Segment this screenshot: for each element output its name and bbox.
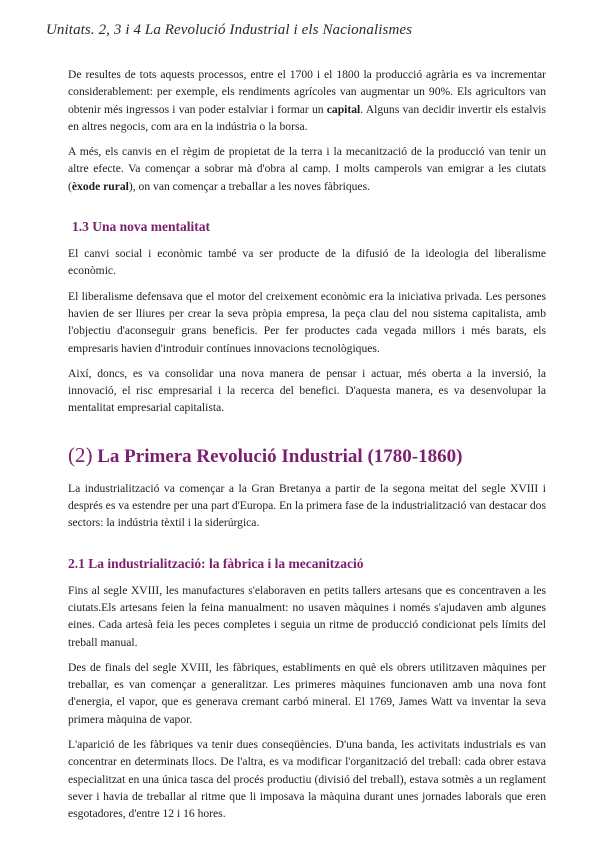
intro-p2-text-b: ), on van començar a treballar a les noves fàbriques.	[128, 179, 370, 193]
section-2-1-paragraph-2: Des de finals del segle XVIII, les fàbriques, establiments en què els obrers utilitzaven màquines per treballar, es van començar a generalitzar. Les primeres màquines funcionaven amb una nova font d'energia, el vapor, que es generava cremant carbó mineral. El 1769, James Watt va inventar la seva primera màquina de vapor.	[68, 660, 546, 726]
page-header-title: Unitats. 2, 3 i 4 La Revolució Industrial i els Nacionalismes	[46, 22, 413, 38]
section-2-paragraph-1: La industrialització va començar a la Gran Bretanya a partir de la segona meitat del segle XVIII i després es va estendre per una part d'Europa. En la primera fase de la industrialització van destacar dos sectors: la indústria tèxtil i la siderúrgica.	[68, 481, 546, 530]
intro-p2-text-a: A més, els canvis en el règim de propietat de la terra i la mecanització de la producció van tenir un altre efecte. Va començar a sobrar mà d'obra al camp. I molts camperols van emigrar a les ciutats (	[68, 145, 546, 193]
section-2-1-heading: 2.1 La industrialització: la fàbrica i la mecanització	[68, 555, 364, 571]
section-2-title: La Primera Revolució Industrial (1780-1860)	[97, 445, 463, 467]
intro-p2-bold-term: èxode rural	[71, 179, 129, 193]
section-2-1-paragraph-1: Fins al segle XVIII, les manufactures s'elaboraven en petits tallers artesans que es concentraven a les ciutats.Els artesans feien la feina manualment: no usaven màquines i només s'ajudaven amb algunes eines. Cada artesà feia les peces completes i seguia un ritme de producció condicionat pels límits del treball manual.	[68, 583, 546, 649]
section-2-1-paragraph-3: L'aparició de les fàbriques va tenir dues conseqüències. D'una banda, les activitats industrials es van concentrar en determinats llocs. De l'altra, es va modificar l'organització del treball: cada obrer estava especialitzat en una única tasca del procés productiu (divisió del treball), estava sotmès a un reglament sever i havia de treballar al ritme que li imposava la màquina durant unes jornades laborals que eren esgotadores, d'entre 12 i 16 hores.	[68, 738, 546, 821]
intro-p1-text-b: . Alguns van decidir invertir els estalvis en altres negocis, com ara en la indústria o la borsa.	[68, 102, 546, 133]
section-1-3-paragraph-3: Així, doncs, es va consolidar una nova manera de pensar i actuar, més oberta a la inversió, la innovació, el risc empresarial i la recerca del benefici. D'aquesta manera, es va desenvolupar la mentalitat empresarial capitalista.	[68, 366, 546, 415]
intro-paragraph-1	[68, 66, 546, 135]
section-2-heading	[68, 443, 546, 468]
intro-p1-text-a: De resultes de tots aquests processos, entre el 1700 i el 1800 la producció agrària es va incrementar considerablement: per exemple, els rendiments agrícoles van augmentar un 90%. Els agricultors van obtenir més ingressos i van poder estalviar i formar un	[68, 68, 546, 116]
section-1-3-heading: 1.3 Una nova mentalitat	[72, 219, 210, 235]
document-body	[68, 66, 546, 831]
intro-p1-bold-term: capital	[326, 102, 361, 116]
section-2-number: (2)	[68, 442, 93, 467]
section-1-3-paragraph-2: El liberalisme defensava que el motor del creixement econòmic era la iniciativa privada. Les persones havien de ser lliures per crear la seva pròpia empresa, la peça clau del nou sistema capitalista, amb l'objectiu d'aconseguir grans beneficis. Per fer productes cada vegada millors i més barats, els empresaris havien d'introduir contínues innovacions tecnològiques.	[68, 289, 546, 355]
section-1-3-paragraph-1: El canvi social i econòmic també va ser producte de la difusió de la ideologia del liberalisme econòmic.	[68, 247, 546, 278]
intro-paragraph-2	[68, 143, 546, 195]
